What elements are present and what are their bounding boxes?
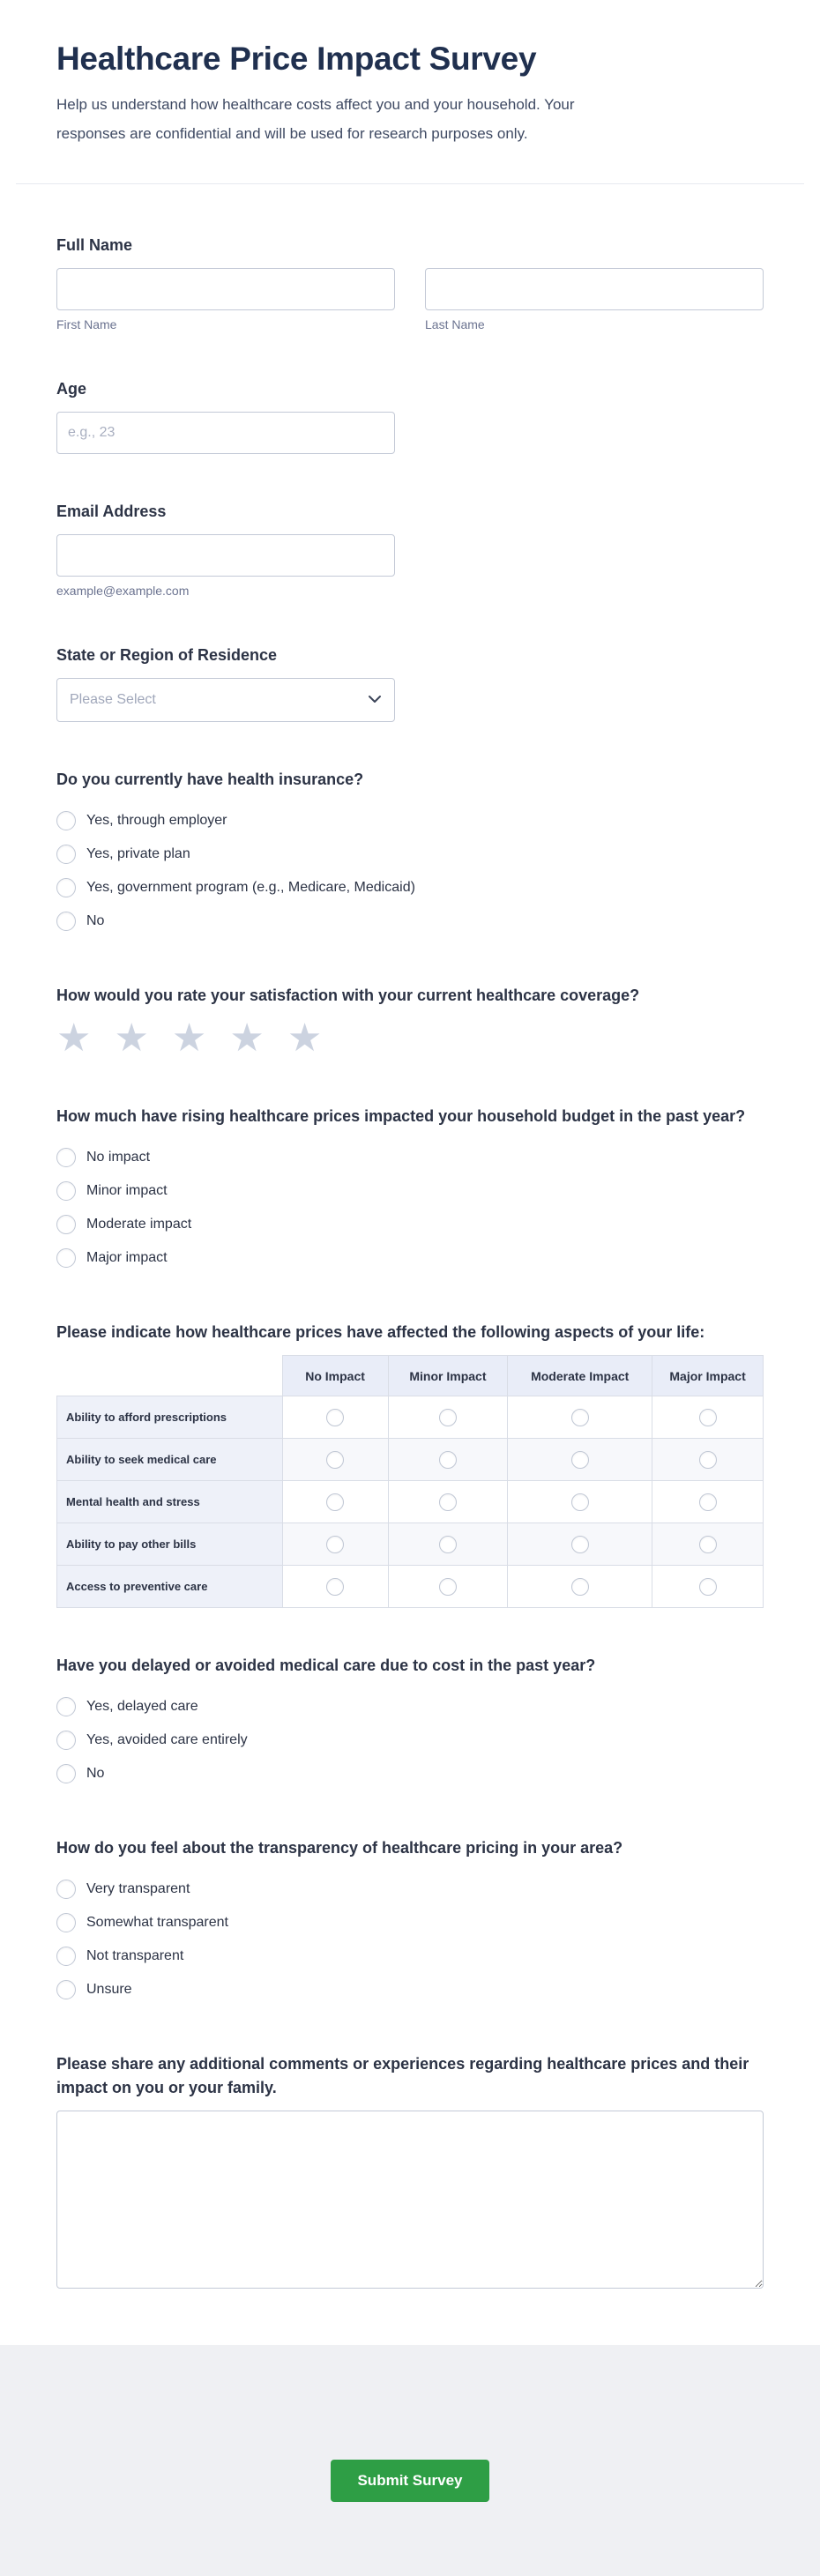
age-input[interactable] (56, 412, 395, 454)
radio-option[interactable] (56, 1241, 764, 1275)
matrix-row (57, 1481, 764, 1523)
matrix-cell (388, 1566, 508, 1608)
full-name-label: Full Name (56, 236, 133, 254)
matrix-cell (508, 1396, 652, 1439)
matrix-row-label: Ability to pay other bills (57, 1523, 283, 1566)
matrix-cell (652, 1439, 764, 1481)
radio-option[interactable] (56, 1757, 764, 1791)
radio-option-label[interactable]: Yes, avoided care entirely (86, 1732, 248, 1747)
radio-option-label[interactable]: Yes, government program (e.g., Medicare, Medicaid) (86, 880, 415, 895)
first-name-sublabel: First Name (56, 317, 117, 331)
first-name-input[interactable] (56, 268, 395, 310)
radio-option-label[interactable]: No (86, 1766, 105, 1781)
matrix-radio-button[interactable] (439, 1536, 457, 1553)
radio-option-label[interactable]: Very transparent (86, 1881, 190, 1896)
impact-matrix-table (56, 1355, 764, 1608)
divider (16, 183, 804, 184)
matrix-cell (508, 1566, 652, 1608)
radio-button[interactable] (56, 1181, 76, 1201)
matrix-col-header: Minor Impact (388, 1356, 508, 1396)
radio-button[interactable] (56, 811, 76, 830)
matrix-cell (508, 1481, 652, 1523)
matrix-col-header: Moderate Impact (508, 1356, 652, 1396)
transparency-label: How do you feel about the transparency of healthcare pricing in your area? (56, 1839, 623, 1857)
matrix-radio-button[interactable] (326, 1409, 344, 1426)
radio-option[interactable] (56, 804, 764, 838)
matrix-cell (282, 1439, 388, 1481)
matrix-cell (508, 1439, 652, 1481)
question-comments (56, 2052, 764, 2289)
radio-option-label[interactable]: Not transparent (86, 1948, 184, 1963)
radio-option[interactable] (56, 1174, 764, 1208)
question-budget-impact (56, 1105, 764, 1275)
matrix-cell (652, 1481, 764, 1523)
life-matrix-label: Please indicate how healthcare prices have affected the following aspects of your life: (56, 1323, 705, 1341)
page-subtitle: Help us understand how healthcare costs affect you and your household. Your responses are confidential and will be used for research purposes only. (56, 96, 575, 142)
radio-button[interactable] (56, 1947, 76, 1966)
state-label: State or Region of Residence (56, 646, 278, 664)
matrix-radio-button[interactable] (439, 1409, 457, 1426)
matrix-cell (652, 1396, 764, 1439)
matrix-cell (508, 1523, 652, 1566)
matrix-row-label: Access to preventive care (57, 1566, 283, 1608)
matrix-cell (652, 1566, 764, 1608)
radio-option-label[interactable]: Moderate impact (86, 1217, 192, 1232)
matrix-row-label: Ability to seek medical care (57, 1439, 283, 1481)
radio-button[interactable] (56, 845, 76, 864)
question-life-matrix (56, 1321, 764, 1608)
radio-option[interactable] (56, 1939, 764, 1973)
matrix-row (57, 1566, 764, 1608)
question-full-name (56, 234, 764, 331)
matrix-radio-button[interactable] (699, 1409, 717, 1426)
star-icon[interactable]: ★ (229, 1016, 265, 1060)
email-label: Email Address (56, 503, 167, 520)
matrix-radio-button[interactable] (326, 1493, 344, 1511)
star-rating (56, 1018, 764, 1059)
name-row (56, 268, 764, 331)
budget-impact-options (56, 1139, 764, 1275)
matrix-cell (388, 1481, 508, 1523)
first-name-col (56, 268, 395, 331)
comments-label: Please share any additional comments or experiences regarding healthcare prices and their impact on you or your family. (56, 2055, 749, 2096)
radio-option[interactable] (56, 905, 764, 938)
radio-option-label[interactable]: Major impact (86, 1250, 168, 1265)
star-icon[interactable]: ★ (287, 1016, 323, 1060)
matrix-row-label: Mental health and stress (57, 1481, 283, 1523)
matrix-col-header: No Impact (282, 1356, 388, 1396)
delayed-care-label: Have you delayed or avoided medical care due to cost in the past year? (56, 1657, 596, 1674)
radio-button[interactable] (56, 1697, 76, 1716)
delayed-care-options (56, 1688, 764, 1791)
state-select-value: Please Select (70, 692, 156, 707)
last-name-sublabel: Last Name (425, 317, 485, 331)
question-delayed-care (56, 1654, 764, 1791)
radio-button[interactable] (56, 1880, 76, 1899)
star-icon[interactable]: ★ (171, 1016, 207, 1060)
matrix-cell (282, 1566, 388, 1608)
last-name-col (425, 268, 764, 331)
star-icon[interactable]: ★ (56, 1016, 92, 1060)
matrix-radio-button[interactable] (571, 1536, 589, 1553)
email-sublabel: example@example.com (56, 584, 190, 598)
email-input[interactable] (56, 534, 395, 577)
page-title: Healthcare Price Impact Survey (56, 41, 537, 77)
matrix-cell (388, 1396, 508, 1439)
question-state (56, 644, 764, 722)
matrix-radio-button[interactable] (439, 1451, 457, 1469)
matrix-radio-button[interactable] (699, 1536, 717, 1553)
insurance-label: Do you currently have health insurance? (56, 771, 364, 788)
insurance-options (56, 802, 764, 938)
radio-button[interactable] (56, 1248, 76, 1268)
matrix-cell (652, 1523, 764, 1566)
star-icon[interactable]: ★ (114, 1016, 149, 1060)
matrix-col-header: Major Impact (652, 1356, 764, 1396)
comments-textarea[interactable] (56, 2111, 764, 2289)
radio-option-label[interactable]: Somewhat transparent (86, 1915, 228, 1930)
matrix-row (57, 1439, 764, 1481)
matrix-row (57, 1396, 764, 1439)
radio-option[interactable] (56, 1690, 764, 1724)
radio-option-label[interactable]: Unsure (86, 1982, 132, 1997)
radio-option-label[interactable]: Yes, through employer (86, 813, 227, 828)
radio-button[interactable] (56, 1764, 76, 1783)
radio-option[interactable] (56, 1141, 764, 1174)
radio-option-label[interactable]: Minor impact (86, 1183, 168, 1198)
question-transparency (56, 1836, 764, 2006)
matrix-corner-cell (57, 1356, 283, 1396)
radio-option[interactable] (56, 838, 764, 871)
radio-button[interactable] (56, 912, 76, 931)
matrix-cell (388, 1439, 508, 1481)
last-name-input[interactable] (425, 268, 764, 310)
question-email (56, 500, 764, 598)
form-footer (0, 2345, 820, 2576)
matrix-radio-button[interactable] (699, 1451, 717, 1469)
radio-button[interactable] (56, 1913, 76, 1932)
matrix-cell (282, 1523, 388, 1566)
chevron-down-icon (368, 692, 382, 708)
radio-option-label[interactable]: Yes, delayed care (86, 1699, 198, 1714)
radio-option[interactable] (56, 1724, 764, 1757)
radio-button[interactable] (56, 878, 76, 897)
matrix-row-label: Ability to afford prescriptions (57, 1396, 283, 1439)
radio-option[interactable] (56, 1973, 764, 2006)
radio-option-label[interactable]: No impact (86, 1150, 151, 1165)
radio-button[interactable] (56, 1148, 76, 1167)
matrix-radio-button[interactable] (571, 1451, 589, 1469)
matrix-cell (282, 1396, 388, 1439)
matrix-radio-button[interactable] (439, 1493, 457, 1511)
age-label: Age (56, 380, 87, 398)
radio-button[interactable] (56, 1731, 76, 1750)
radio-option[interactable] (56, 871, 764, 905)
matrix-radio-button[interactable] (326, 1536, 344, 1553)
matrix-cell (282, 1481, 388, 1523)
question-age (56, 377, 764, 454)
question-insurance (56, 768, 764, 938)
matrix-radio-button[interactable] (571, 1493, 589, 1511)
radio-option-label[interactable]: No (86, 913, 105, 928)
matrix-radio-button[interactable] (571, 1578, 589, 1596)
transparency-options (56, 1871, 764, 2006)
matrix-radio-button[interactable] (699, 1578, 717, 1596)
matrix-radio-button[interactable] (571, 1409, 589, 1426)
matrix-header-row (57, 1356, 764, 1396)
question-satisfaction (56, 984, 764, 1059)
submit-button[interactable]: Submit Survey (331, 2460, 488, 2502)
radio-option[interactable] (56, 1208, 764, 1241)
matrix-cell (388, 1523, 508, 1566)
state-select[interactable] (56, 678, 395, 722)
matrix-row (57, 1523, 764, 1566)
matrix-radio-button[interactable] (326, 1578, 344, 1596)
matrix-radio-button[interactable] (439, 1578, 457, 1596)
satisfaction-label: How would you rate your satisfaction with your current healthcare coverage? (56, 986, 640, 1004)
matrix-radio-button[interactable] (699, 1493, 717, 1511)
radio-button[interactable] (56, 1980, 76, 1999)
matrix-radio-button[interactable] (326, 1451, 344, 1469)
radio-option[interactable] (56, 1872, 764, 1906)
radio-option[interactable] (56, 1906, 764, 1939)
radio-button[interactable] (56, 1215, 76, 1234)
radio-option-label[interactable]: Yes, private plan (86, 846, 190, 861)
budget-impact-label: How much have rising healthcare prices impacted your household budget in the past year? (56, 1107, 746, 1125)
